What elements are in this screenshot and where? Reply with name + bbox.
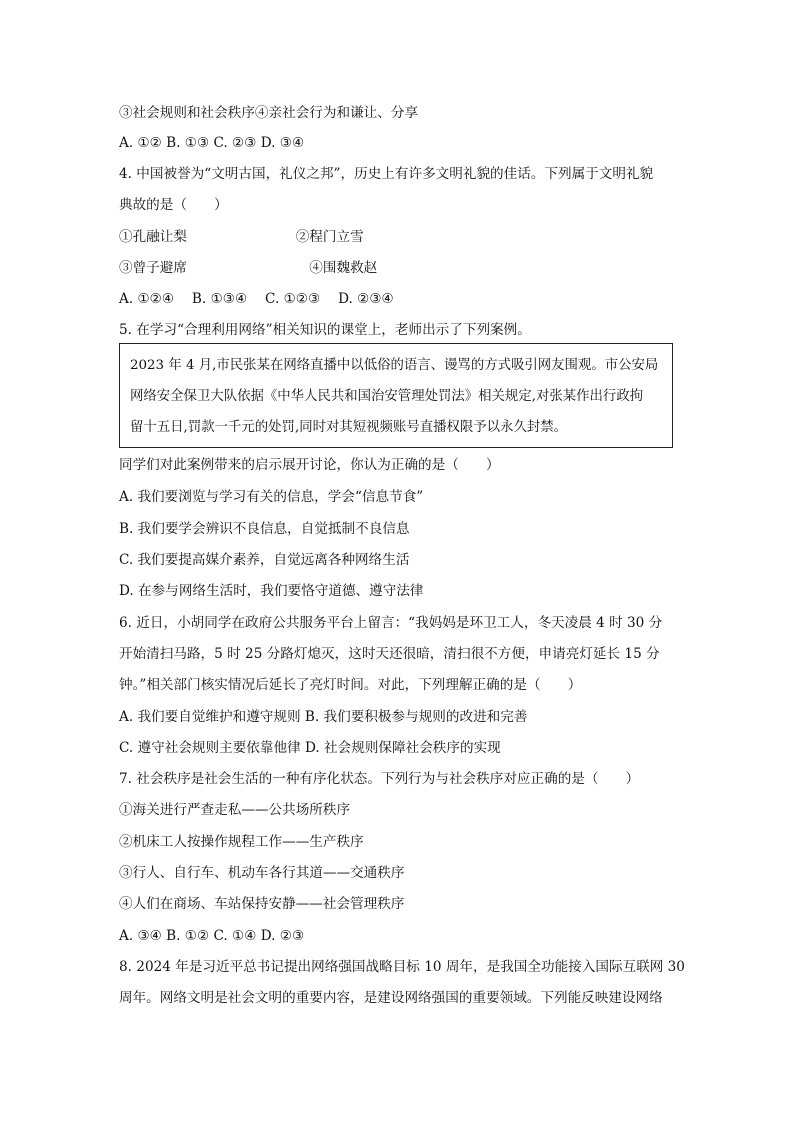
q7-item-2: ②机床工人按操作规程工作——生产秩序 — [119, 834, 364, 850]
q7-stem: 7. 社会秩序是社会生活的一种有序化状态。下列行为与社会秩序对应正确的是（ ） — [119, 771, 640, 787]
q4-stem-line-2: 典故的是（ ） — [119, 197, 228, 213]
q5-case-box — [119, 343, 673, 448]
q7-item-1: ①海关进行严查走私——公共场所秩序 — [119, 802, 351, 818]
q7-item-3: ③行人、自行车、机动车各行其道——交通秩序 — [119, 865, 405, 881]
q6-options-ab: A. 我们要自觉维护和遵守规则 B. 我们要积极参与规则的改进和完善 — [119, 709, 528, 725]
q5-option-d: D. 在参与网络生活时，我们要恪守道德、遵守法律 — [119, 583, 424, 599]
q6-stem-line-1: 6. 近日，小胡同学在政府公共服务平台上留言：“我妈妈是环卫工人，冬天凌晨 4 时 30 分 — [119, 615, 663, 631]
case-line-2: 网络安全保卫大队依据《中华人民共和国治安管理处罚法》相关规定,对张某作出行政拘 — [130, 389, 644, 404]
q4-option-row-2: ③曾子避席 ④围魏救赵 — [119, 260, 378, 276]
q3-options-line: ③社会规则和社会秩序④亲社会行为和谦让、分享 — [119, 105, 419, 121]
q8-stem-line-2: 周年。网络文明是社会文明的重要内容，是建设网络强国的重要领域。下列能反映建设网络 — [119, 990, 663, 1006]
q6-stem-line-3: 钟。”相关部门核实情况后延长了亮灯时间。对此，下列理解正确的是（ ） — [119, 677, 582, 693]
q6-stem-line-2: 开始清扫马路，5 时 25 分路灯熄灭，这时天还很暗，清扫很不方便，申请亮灯延长 15 分 — [119, 646, 660, 662]
q6-options-cd: C. 遵守社会规则主要依靠他律 D. 社会规则保障社会秩序的实现 — [119, 740, 501, 756]
q4-option-row-1: ①孔融让梨 ②程门立雪 — [119, 229, 364, 245]
q4-stem-line-1: 4. 中国被誉为“文明古国，礼仪之邦”，历史上有许多文明礼貌的佳话。下列属于文明礼貌 — [119, 166, 654, 182]
q7-answer-choices: A. ③④ B. ①② C. ①④ D. ②③ — [119, 928, 305, 944]
q3-answer-choices: A. ①② B. ①③ C. ②③ D. ③④ — [119, 135, 305, 151]
q5-option-b: B. 我们要学会辨识不良信息，自觉抵制不良信息 — [119, 521, 410, 537]
case-line-1: 2023 年 4 月,市民张某在网络直播中以低俗的语言、谩骂的方式吸引网友围观。市公安局 — [130, 358, 659, 373]
q4-answer-choices: A. ①②④ B. ①③④ C. ①②③ D. ②③④ — [119, 291, 394, 307]
q5-question: 同学们对此案例带来的启示展开讨论，你认为正确的是（ ） — [119, 457, 500, 473]
q8-stem-line-1: 8. 2024 年是习近平总书记提出网络强国战略目标 10 周年，是我国全功能接入国际互联网 30 — [119, 959, 685, 975]
q7-item-4: ④人们在商场、车站保持安静——社会管理秩序 — [119, 896, 405, 912]
q5-stem: 5. 在学习“合理利用网络”相关知识的课堂上，老师出示了下列案例。 — [119, 322, 531, 338]
q5-option-c: C. 我们要提高媒介素养，自觉远离各种网络生活 — [119, 552, 410, 568]
q5-option-a: A. 我们要浏览与学习有关的信息，学会“信息节食” — [119, 489, 424, 505]
case-line-3: 留十五日,罚款一千元的处罚,同时对其短视频账号直播权限予以永久封禁。 — [130, 420, 568, 435]
